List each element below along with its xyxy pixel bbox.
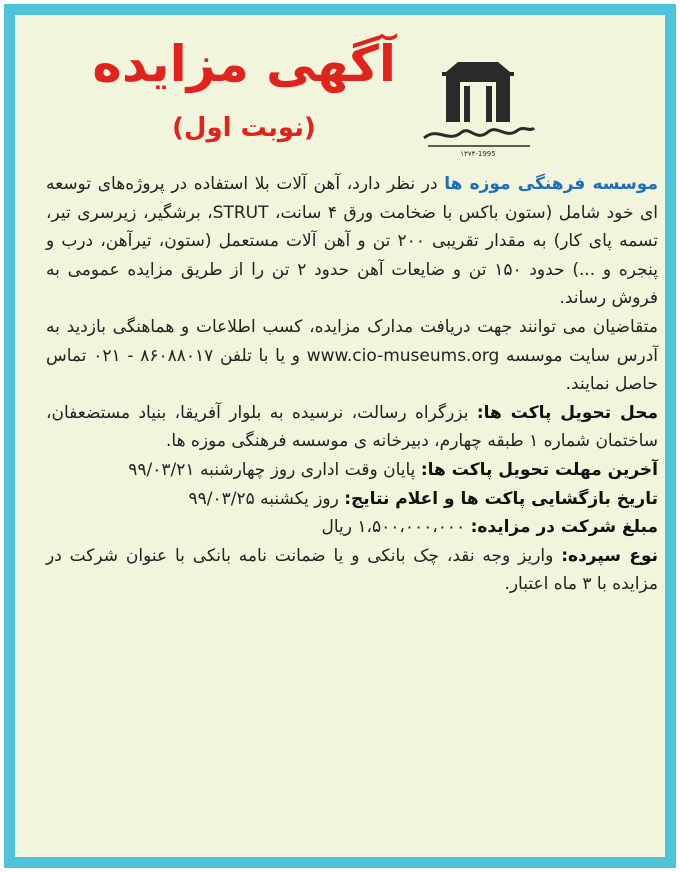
ad-title: آگهی مزایده bbox=[92, 35, 396, 93]
delivery-text: بزرگراه رسالت، نرسیده به بلوار آفریقا، بنیاد مستضعفان، ساختمان شماره ۱ طبقه چهارم، دبیرخانه ی موسسه فرهنگی موزه ها. bbox=[46, 402, 658, 452]
deadline-paragraph bbox=[46, 456, 658, 485]
opening-text: روز یکشنبه ۹۹/۰۳/۲۵ bbox=[188, 488, 345, 509]
amount-paragraph bbox=[46, 513, 658, 542]
ad-subtitle: (نوبت اول) bbox=[172, 113, 316, 143]
deposit-label: نوع سپرده: bbox=[561, 545, 658, 566]
website-link[interactable]: www.cio-museums.org bbox=[306, 345, 500, 366]
intro-paragraph bbox=[46, 170, 658, 313]
ad-content bbox=[26, 26, 658, 846]
ad-frame bbox=[4, 4, 676, 868]
opening-paragraph bbox=[46, 485, 658, 514]
deadline-text: پایان وقت اداری روز چهارشنبه ۹۹/۰۳/۲۱ bbox=[128, 459, 421, 480]
intro-text-2: ، برشگیر، زیرسری تیر، تسمه پای کار) به مقدار تقریبی ۲۰۰ تن و آهن آلات مستعمل (ستون، تیرآهن، درب و پنجره و ...) حدود ۱۵۰ تن و ضایعات آهن حدود ۲ تن را از طریق مزایده عمومی به فروش رساند. bbox=[46, 202, 658, 309]
phone-number: ۸۶۰۸۸۰۱۷ - ۰۲۱ bbox=[93, 345, 214, 366]
ad-body bbox=[46, 170, 658, 599]
contact-paragraph bbox=[46, 313, 658, 399]
deadline-label: آخرین مهلت تحویل پاکت ها: bbox=[420, 459, 658, 480]
opening-label: تاریخ بازگشایی پاکت ها و اعلام نتایج: bbox=[344, 488, 658, 509]
amount-label: مبلغ شرکت در مزایده: bbox=[470, 517, 658, 538]
delivery-paragraph bbox=[46, 399, 658, 456]
contact-text-3: تماس حاصل نمایند. bbox=[46, 345, 658, 395]
strut-term: STRUT bbox=[212, 202, 269, 223]
contact-text-1: متقاضیان می توانند جهت دریافت مدارک مزایده، کسب اطلاعات و هماهنگی بازدید به آدرس سایت موسسه bbox=[46, 316, 658, 366]
contact-text-2: و یا با تلفن bbox=[213, 345, 307, 366]
museum-logo-icon bbox=[418, 52, 538, 160]
org-name: موسسه فرهنگی موزه ها bbox=[444, 174, 658, 194]
deposit-paragraph bbox=[46, 542, 658, 599]
logo-years: ۱۳۷۴-1995 bbox=[460, 150, 496, 158]
amount-text: ۱،۵۰۰،۰۰۰،۰۰۰ ریال bbox=[321, 517, 471, 538]
intro-text-1: در نظر دارد، آهن آلات بلا استفاده در پروژه‌های توسعه ای خود شامل (ستون باکس با ضخامت ورق ۴ سانت، bbox=[46, 174, 658, 223]
deposit-text: واریز وجه نقد، چک بانکی و یا ضمانت نامه بانکی با عنوان شرکت در مزایده با ۳ ماه اعتبار. bbox=[46, 545, 658, 595]
ad-header bbox=[26, 26, 676, 166]
delivery-label: محل تحویل پاکت ها: bbox=[476, 402, 658, 423]
